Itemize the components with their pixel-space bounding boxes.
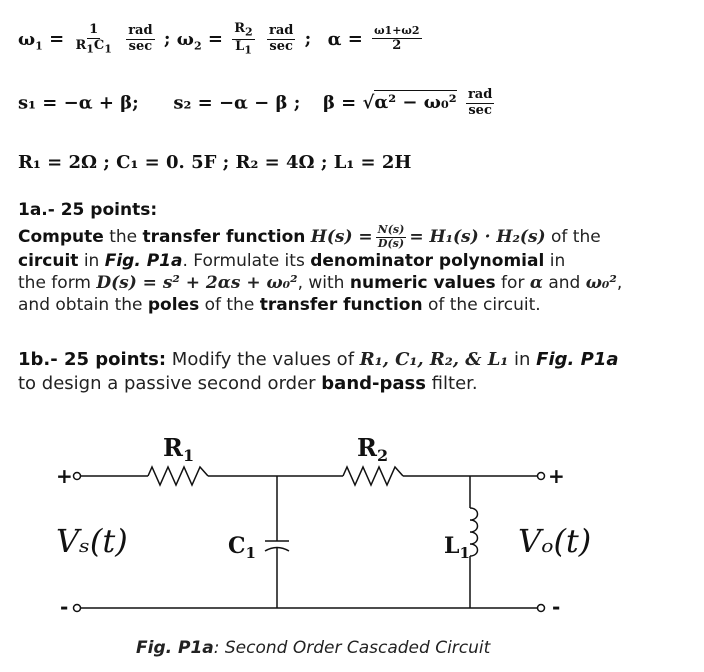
- resistor-r2: [343, 467, 403, 485]
- input-minus-terminal: [74, 605, 81, 612]
- problem-1a-heading: 1a.- 25 points:: [18, 200, 158, 220]
- output-minus-terminal: [538, 605, 545, 612]
- transfer-fraction: $\frac{N(s)}{D(s)}$: [377, 223, 405, 250]
- resistor-r1: [148, 467, 208, 485]
- circuit-diagram: [0, 420, 704, 630]
- output-minus-sign: -: [552, 595, 561, 619]
- component-values: R₁ = 2Ω ; C₁ = 0. 5F ; R₂ = 4Ω ; L₁ = 2H: [18, 152, 412, 173]
- figure-caption: [136, 638, 490, 658]
- vs-label: Vₛ(t): [56, 522, 128, 560]
- equation-omega-alpha: $\omega_1$ = $\frac{1}{R_1C_1}$ $\frac{\text{rad}}{\sec}$ ; $\omega_2$ = $\frac{R_2}{L_1}$ $\frac{\text{rad}}{\sec}$ ; α = $\frac{\omega 1+\omega 2}{2}$: [18, 21, 420, 57]
- omega1-symbol: $\omega_1$: [18, 28, 43, 53]
- s2-equation: s₂ = −α − β ;: [173, 92, 301, 114]
- inductor-l1: [470, 508, 478, 556]
- output-plus-sign: +: [548, 464, 565, 488]
- beta-equation: β = √α² − ω₀²: [322, 92, 457, 114]
- output-plus-terminal: [538, 473, 545, 480]
- input-plus-terminal: [74, 473, 81, 480]
- omega1-unit: $\frac{\text{rad}}{\sec}$: [128, 23, 153, 55]
- omega2-fraction: $\frac{R_2}{L_1}$: [234, 21, 253, 57]
- omega1-fraction: $\frac{1}{R_1C_1}$: [75, 22, 112, 56]
- problem-1a: 1a.- 25 points: Compute the transfer function H(s) = $\frac{N(s)}{D(s)}$ = H₁(s) · H₂(s) of the circuit in Fig. P1a. Formulate its denominator polynomial in the form D(s) = s² + 2αs + ω₀², with numeric values for α and ω₀², and obtain the poles of the transfer function of the circuit.: [18, 200, 623, 316]
- alpha-symbol: α: [327, 28, 342, 50]
- c1-label: $C_1$: [228, 533, 256, 562]
- beta-unit: $\frac{\text{rad}}{\sec}$: [467, 87, 493, 118]
- problem-1b: 1b.- 25 points: Modify the values of R₁, C₁, R₂, & L₁ in Fig. P1a to design a passive second order band-pass filter.: [18, 349, 619, 394]
- omega2-symbol: $\omega_2$: [176, 28, 202, 53]
- input-plus-sign: +: [56, 464, 73, 488]
- r1-label: $R_1$: [163, 433, 195, 465]
- figure-caption-label: Fig. P1a: [136, 638, 214, 658]
- input-minus-sign: -: [60, 595, 69, 619]
- vo-label: Vₒ(t): [518, 522, 592, 560]
- omega2-unit: $\frac{\text{rad}}{\sec}$: [268, 23, 294, 55]
- problem-1b-heading: 1b.- 25 points:: [18, 349, 167, 370]
- equation-poles: [18, 88, 497, 119]
- s1-equation: s₁ = −α + β;: [18, 92, 139, 114]
- alpha-fraction: $\frac{\omega 1+\omega 2}{2}$: [374, 24, 420, 54]
- r2-label: $R_2$: [357, 433, 389, 465]
- l1-label: $L_1$: [444, 533, 470, 562]
- figure-caption-text: : Second Order Cascaded Circuit: [213, 638, 491, 658]
